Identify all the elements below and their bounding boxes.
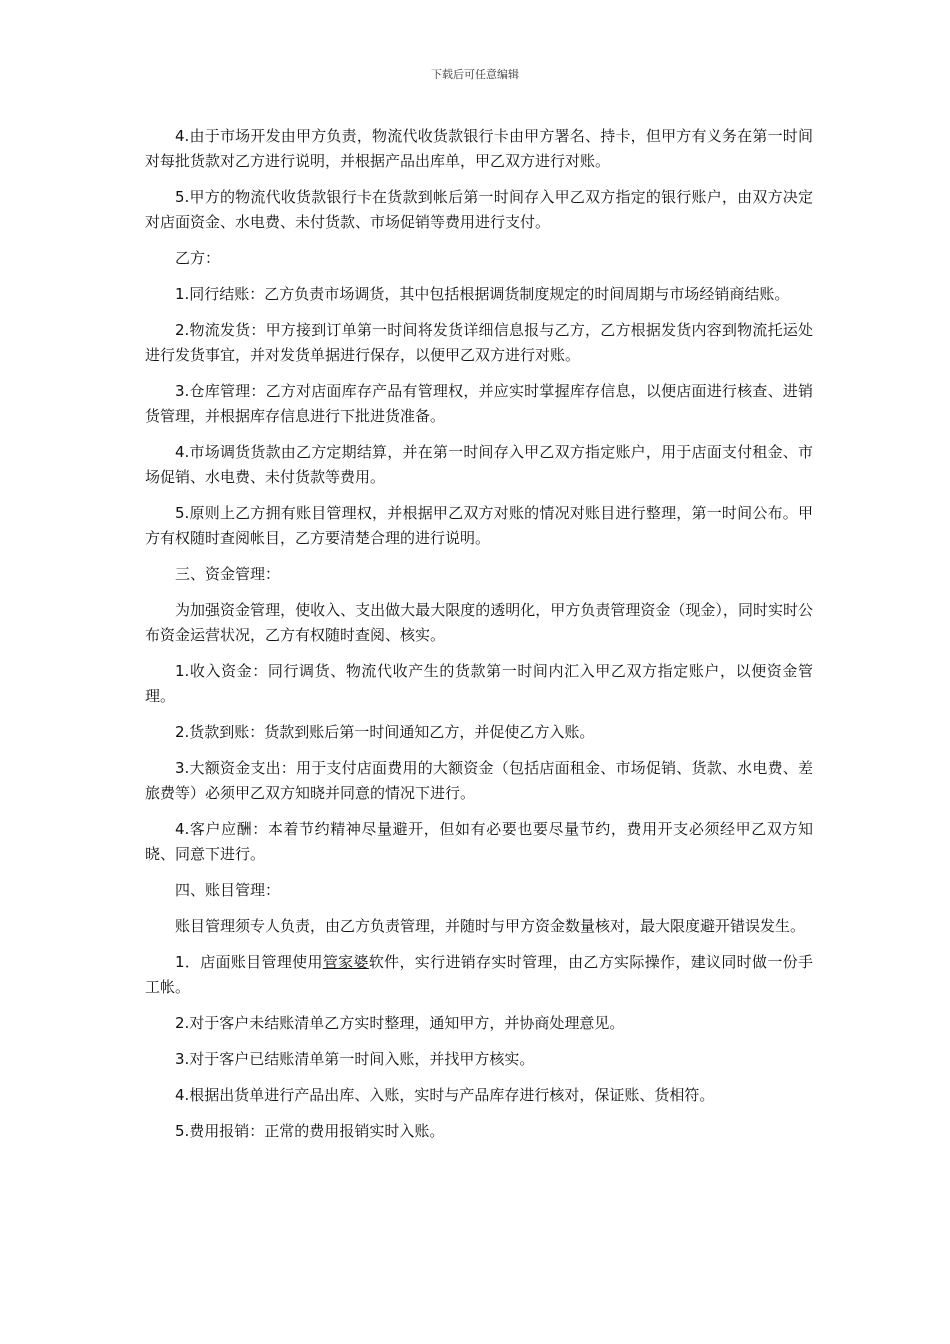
- paragraph-software: [145, 950, 813, 1000]
- paragraph: 2.对于客户未结账清单乙方实时整理，通知甲方，并协商处理意见。: [175, 1014, 625, 1032]
- paragraph: 4.客户应酬：本着节约精神尽量避开，但如有必要也要尽量节约，费用开支必须经甲乙双方知晓、同意下进行。: [145, 820, 813, 863]
- paragraph: 3.大额资金支出：用于支付店面费用的大额资金（包括店面租金、市场促销、货款、水电费、差旅费等）必须甲乙双方知晓并同意的情况下进行。: [145, 759, 813, 802]
- section-label-yi: 乙方：: [175, 249, 221, 267]
- paragraph: 为加强资金管理，使收入、支出做大最大限度的透明化，甲方负责管理资金（现金），同时实时公布资金运营状况，乙方有权随时查阅、核实。: [145, 601, 813, 644]
- paragraph: 4.根据出货单进行产品出库、入账，实时与产品库存进行核对，保证账、货相符。: [175, 1086, 715, 1104]
- paragraph: 4.市场调货货款由乙方定期结算，并在第一时间存入甲乙双方指定账户，用于店面支付租金、市场促销、水电费、未付货款等费用。: [145, 443, 813, 486]
- paragraph: 5.费用报销：正常的费用报销实时入账。: [175, 1122, 445, 1140]
- paragraph: 4.由于市场开发由甲方负责，物流代收货款银行卡由甲方署名、持卡，但甲方有义务在第一时间对每批货款对乙方进行说明，并根据产品出库单，甲乙双方进行对账。: [145, 127, 813, 170]
- paragraph-prefix: 1．店面账目管理使用: [175, 953, 323, 971]
- paragraph: 5.原则上乙方拥有账目管理权，并根据甲乙双方对账的情况对账目进行整理，第一时间公布。甲方有权随时查阅帐目，乙方要清楚合理的进行说明。: [145, 504, 813, 547]
- document-body: [145, 124, 813, 1155]
- paragraph: 5.甲方的物流代收货款银行卡在货款到帐后第一时间存入甲乙双方指定的银行账户，由双方决定对店面资金、水电费、未付货款、市场促销等费用进行支付。: [145, 188, 813, 231]
- paragraph: 1.收入资金：同行调货、物流代收产生的货款第一时间内汇入甲乙双方指定账户，以便资金管理。: [145, 662, 813, 705]
- section-heading-accounts: 四、账目管理：: [175, 881, 281, 899]
- page-header: 下载后可任意编辑: [431, 68, 519, 81]
- paragraph: 账目管理须专人负责，由乙方负责管理，并随时与甲方资金数量核对，最大限度避开错误发生。: [175, 917, 806, 935]
- paragraph: 3.仓库管理：乙方对店面库存产品有管理权，并应实时掌握库存信息，以便店面进行核查、进销货管理，并根据库存信息进行下批进货准备。: [145, 382, 813, 425]
- paragraph: 2.货款到账：货款到账后第一时间通知乙方，并促使乙方入账。: [175, 723, 595, 741]
- paragraph: 2.物流发货：甲方接到订单第一时间将发货详细信息报与乙方，乙方根据发货内容到物流托运处进行发货事宜，并对发货单据进行保存，以便甲乙双方进行对账。: [145, 321, 813, 364]
- section-heading-funds: 三、资金管理：: [175, 565, 281, 583]
- software-link[interactable]: 管家婆: [322, 953, 369, 971]
- paragraph: 3.对于客户已结账清单第一时间入账，并找甲方核实。: [175, 1050, 535, 1068]
- paragraph: 1.同行结账：乙方负责市场调货，其中包括根据调货制度规定的时间周期与市场经销商结账。: [175, 285, 790, 303]
- paragraph-suffix: 软件，实行进销存实时管理，由乙方实际操作，建议同时做一份手工帐。: [145, 953, 813, 996]
